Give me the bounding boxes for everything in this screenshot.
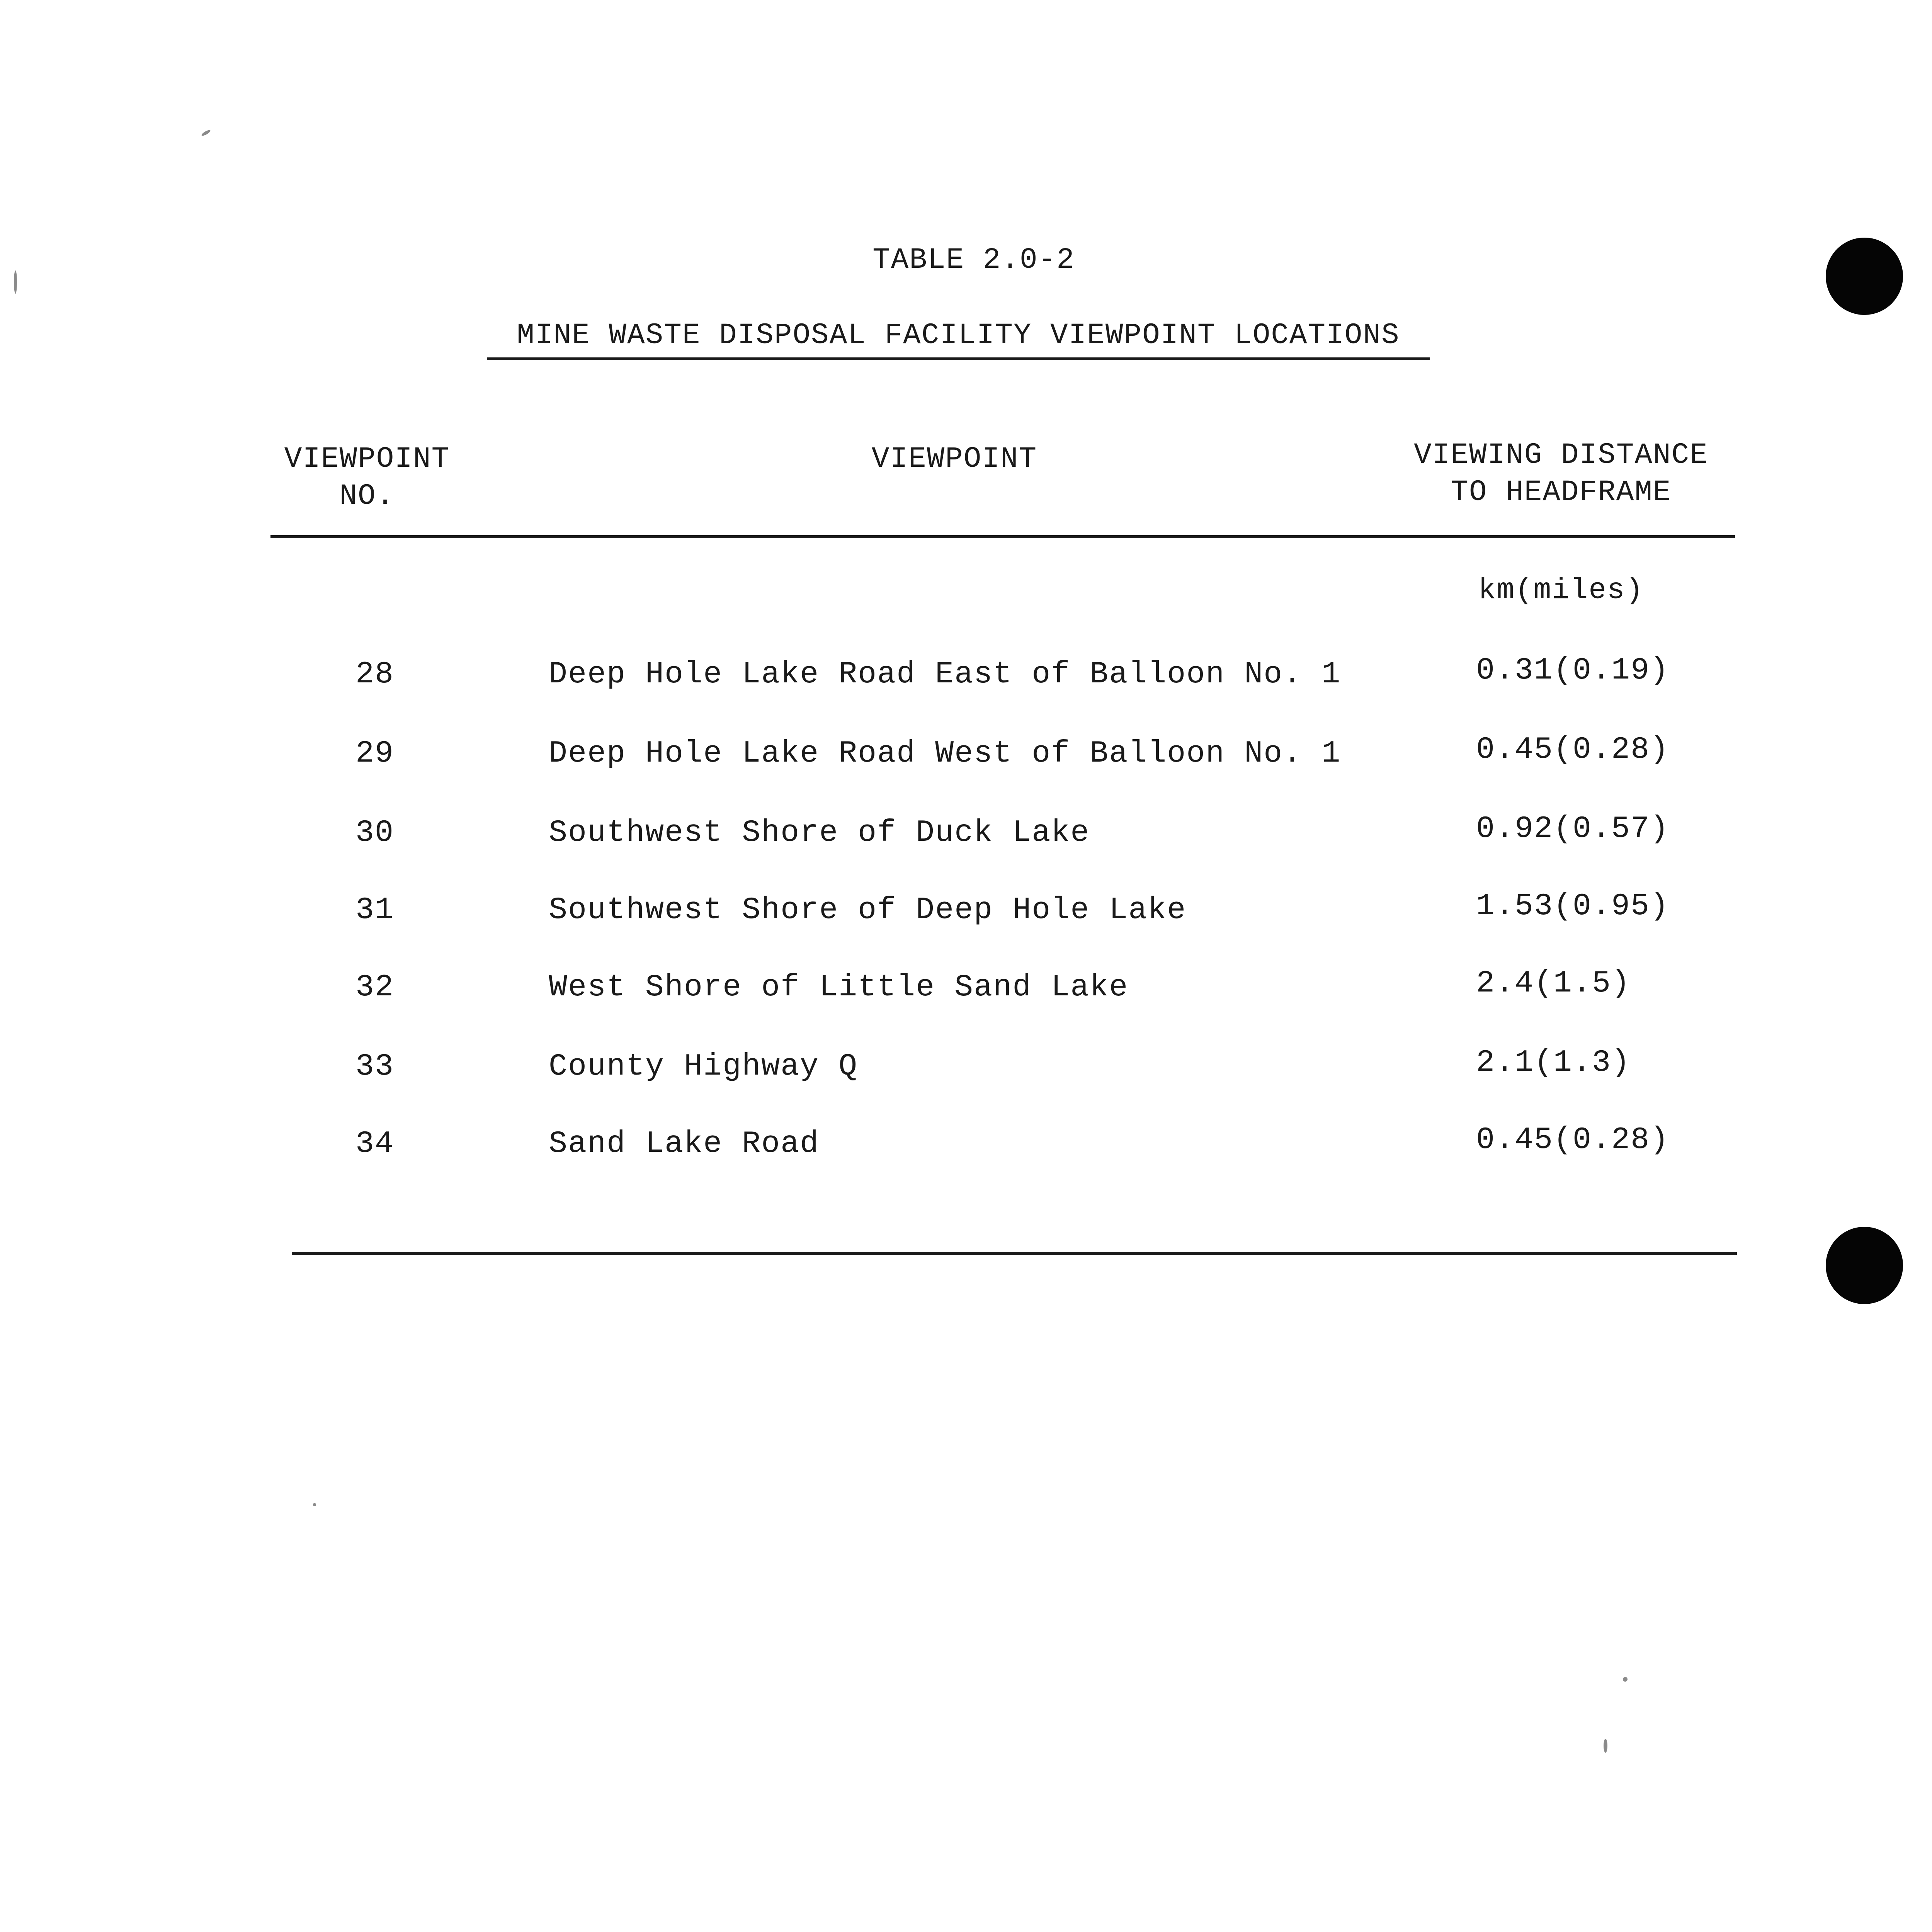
viewing-distance: 2.4(1.5) — [1476, 966, 1631, 1001]
viewpoint-number: 34 — [355, 1126, 394, 1162]
table-row — [0, 732, 1932, 779]
viewpoint-number: 31 — [355, 893, 394, 928]
viewpoint-number: 33 — [355, 1049, 394, 1084]
column-header-line: VIEWPOINT — [284, 442, 450, 476]
column-header-viewpoint — [808, 440, 1101, 478]
viewpoint-location: County Highway Q — [549, 1049, 858, 1084]
viewpoint-number: 28 — [355, 657, 394, 692]
viewpoint-location: Deep Hole Lake Road East of Balloon No. 1 — [549, 657, 1341, 692]
viewpoint-location: Southwest Shore of Duck Lake — [549, 815, 1090, 850]
table-row — [0, 653, 1932, 699]
table-row — [0, 1045, 1932, 1092]
scan-speck — [201, 129, 211, 137]
table-title: MINE WASTE DISPOSAL FACILITY VIEWPOINT LOCATIONS — [487, 319, 1430, 360]
scan-speck — [14, 270, 17, 294]
column-header-viewpoint-no — [267, 440, 468, 515]
viewpoint-location: Deep Hole Lake Road West of Balloon No. 1 — [549, 736, 1341, 771]
table-number: TABLE 2.0-2 — [872, 243, 1075, 277]
column-header-viewing-distance — [1383, 437, 1739, 511]
viewing-distance: 0.92(0.57) — [1476, 811, 1670, 847]
scan-speck — [313, 1503, 316, 1506]
column-header-line: NO. — [339, 480, 395, 513]
scan-speck — [1623, 1677, 1628, 1682]
column-header-line: VIEWING DISTANCE — [1414, 439, 1708, 472]
binder-hole — [1826, 238, 1903, 315]
table-bottom-rule — [292, 1252, 1737, 1255]
column-header-line: VIEWPOINT — [871, 442, 1037, 476]
viewing-distance: 0.45(0.28) — [1476, 732, 1670, 767]
viewpoint-number: 29 — [355, 736, 394, 771]
table-row — [0, 811, 1932, 858]
viewpoint-number: 30 — [355, 815, 394, 850]
viewpoint-location: Southwest Shore of Deep Hole Lake — [549, 893, 1187, 928]
scan-speck — [1604, 1739, 1607, 1753]
viewing-distance: 0.31(0.19) — [1476, 653, 1670, 688]
viewing-distance: 1.53(0.95) — [1476, 889, 1670, 924]
table-row — [0, 966, 1932, 1012]
viewpoint-location: Sand Lake Road — [549, 1126, 820, 1162]
viewing-distance: 0.45(0.28) — [1476, 1122, 1670, 1158]
viewpoint-location: West Shore of Little Sand Lake — [549, 970, 1129, 1005]
viewing-distance: 2.1(1.3) — [1476, 1045, 1631, 1080]
binder-hole — [1826, 1227, 1903, 1304]
table-row — [0, 1122, 1932, 1169]
table-row — [0, 889, 1932, 935]
column-header-line: TO HEADFRAME — [1451, 476, 1672, 509]
table-header-rule — [270, 535, 1735, 538]
viewpoint-number: 32 — [355, 970, 394, 1005]
distance-units: km(miles) — [1478, 574, 1644, 607]
